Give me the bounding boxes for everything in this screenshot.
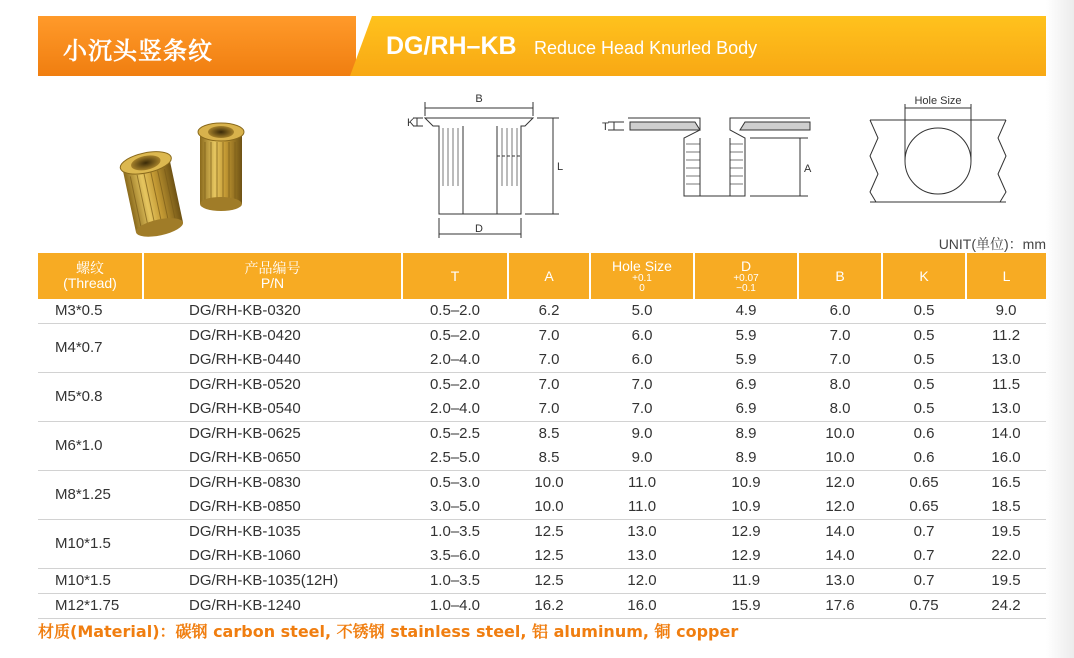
k-cell: 0.5	[913, 376, 935, 393]
l-cell: 11.2	[991, 327, 1021, 344]
t-cell: 3.0–5.0	[402, 495, 508, 520]
l-cell: 11.5	[991, 376, 1021, 393]
pn-cell: DG/RH-KB-1060	[143, 544, 402, 569]
installed-section-drawing	[600, 98, 825, 210]
header-thread	[38, 253, 143, 299]
table-body	[38, 299, 1046, 619]
k-cell: 0.65	[882, 495, 966, 520]
header-pn-cn: 产品编号	[244, 260, 301, 276]
hole-cell: 7.0	[590, 397, 694, 422]
l-cell: 14.0	[991, 425, 1021, 442]
header-pn-en: P/N	[260, 275, 285, 291]
a-cell: 12.5	[508, 544, 590, 569]
t-cell: 1.0–3.5	[402, 569, 508, 594]
rivet-nut-front	[118, 148, 186, 241]
l-cell: 18.5	[966, 495, 1046, 520]
a-cell: 12.5	[534, 523, 564, 540]
thread-cell: M3*0.5	[38, 299, 143, 324]
k-cell: 0.7	[882, 544, 966, 569]
l-cell: 16.5	[991, 474, 1021, 491]
b-cell: 6.0	[798, 299, 882, 324]
b-cell: 7.0	[829, 327, 851, 344]
hole-cell: 16.0	[590, 594, 694, 619]
hole-cell: 13.0	[627, 523, 657, 540]
a-cell: 10.0	[508, 495, 590, 520]
table-row	[38, 569, 1046, 594]
thread-cell: M10*1.5	[38, 569, 143, 594]
hole-cell: 9.0	[590, 446, 694, 471]
header-d-tol-top: +0.07	[733, 272, 759, 284]
pn-cell: DG/RH-KB-1035	[189, 523, 301, 540]
side-section-drawing	[403, 86, 573, 244]
d-cell: 8.9	[694, 446, 798, 471]
hole-cell: 5.0	[590, 299, 694, 324]
a-cell: 7.0	[538, 376, 560, 393]
table-row	[38, 373, 1046, 398]
table-row	[38, 446, 1046, 471]
hole-cell: 6.0	[590, 348, 694, 373]
d-cell: 6.9	[735, 376, 757, 393]
table-row	[38, 471, 1046, 496]
a-cell: 16.2	[508, 594, 590, 619]
pn-cell: DG/RH-KB-1240	[143, 594, 402, 619]
pn-cell: DG/RH-KB-0850	[143, 495, 402, 520]
header-t: T	[402, 253, 508, 299]
b-cell: 17.6	[798, 594, 882, 619]
k-cell: 0.5	[913, 327, 935, 344]
b-cell: 13.0	[798, 569, 882, 594]
header-l: L	[966, 253, 1046, 299]
b-cell: 14.0	[825, 523, 855, 540]
l-cell: 13.0	[966, 348, 1046, 373]
d-cell: 11.9	[694, 569, 798, 594]
k-cell: 0.75	[882, 594, 966, 619]
thread-cell: M4*0.7	[38, 324, 143, 373]
a-cell: 7.0	[538, 327, 560, 344]
l-cell: 22.0	[966, 544, 1046, 569]
header-hole-tol-top: +0.1	[632, 272, 652, 284]
hole-size-drawing	[866, 90, 1012, 214]
t-cell: 1.0–3.5	[429, 523, 481, 540]
t-cell: 1.0–4.0	[402, 594, 508, 619]
header-pn	[143, 253, 402, 299]
d-cell: 6.9	[694, 397, 798, 422]
d-cell: 8.9	[735, 425, 757, 442]
t-cell: 0.5–2.0	[429, 376, 481, 393]
t-cell: 3.5–6.0	[402, 544, 508, 569]
pn-cell: DG/RH-KB-0440	[143, 348, 402, 373]
pn-cell: DG/RH-KB-1035(12H)	[143, 569, 402, 594]
product-code: DG/RH–KB	[386, 32, 517, 60]
t-cell: 0.5–3.0	[429, 474, 481, 491]
table-row	[38, 422, 1046, 447]
header-a: A	[508, 253, 590, 299]
table-row	[38, 348, 1046, 373]
thread-cell: M5*0.8	[38, 373, 143, 422]
a-cell: 10.0	[534, 474, 564, 491]
b-cell: 7.0	[798, 348, 882, 373]
dim-a-label: A	[804, 163, 812, 175]
spec-table	[38, 253, 1046, 619]
hole-cell: 7.0	[631, 376, 653, 393]
b-cell: 8.0	[829, 376, 851, 393]
material-note: 材质(Material)：碳钢 carbon steel, 不锈钢 stainless steel, 铝 aluminum, 铜 copper	[38, 622, 739, 641]
b-cell: 10.0	[825, 425, 855, 442]
hole-cell: 11.0	[590, 495, 694, 520]
rivet-nut-back	[198, 123, 244, 211]
d-cell: 4.9	[694, 299, 798, 324]
a-cell: 7.0	[508, 397, 590, 422]
dim-d-label: D	[475, 223, 483, 235]
b-cell: 12.0	[825, 474, 855, 491]
header-d	[694, 253, 798, 299]
table-header-row	[38, 253, 1046, 299]
pn-cell: DG/RH-KB-0420	[189, 327, 301, 344]
d-cell: 12.9	[694, 544, 798, 569]
pn-cell: DG/RH-KB-0650	[143, 446, 402, 471]
hole-size-label: Hole Size	[914, 95, 962, 107]
product-title-cn: 小沉头竖条纹	[63, 37, 213, 65]
header-thread-cn: 螺纹	[76, 260, 104, 276]
t-cell: 0.5–2.5	[429, 425, 481, 442]
a-cell: 12.5	[508, 569, 590, 594]
unit-note: UNIT(单位)：mm	[938, 236, 1046, 252]
table-row	[38, 544, 1046, 569]
header-thread-en: (Thread)	[63, 275, 117, 291]
l-cell: 16.0	[966, 446, 1046, 471]
k-cell: 0.65	[909, 474, 939, 491]
dim-t-label: T	[602, 121, 609, 133]
header-d-label: D	[740, 257, 752, 274]
header-hole-size-label: Hole Size	[612, 257, 672, 274]
t-cell: 2.0–4.0	[402, 348, 508, 373]
table-row	[38, 299, 1046, 324]
pn-cell: DG/RH-KB-0520	[189, 376, 301, 393]
table-row	[38, 594, 1046, 619]
k-cell: 0.7	[913, 523, 935, 540]
header-d-tol-bottom: −0.1	[736, 282, 756, 294]
dim-b-label: B	[475, 93, 483, 105]
k-cell: 0.6	[913, 425, 935, 442]
hole-cell: 12.0	[590, 569, 694, 594]
product-description: Reduce Head Knurled Body	[534, 38, 758, 58]
d-cell: 5.9	[694, 348, 798, 373]
table-row	[38, 520, 1046, 545]
a-cell: 8.5	[508, 446, 590, 471]
l-cell: 9.0	[966, 299, 1046, 324]
l-cell: 24.2	[966, 594, 1046, 619]
d-cell: 5.9	[735, 327, 757, 344]
l-cell: 19.5	[966, 569, 1046, 594]
table-row	[38, 495, 1046, 520]
header-b: B	[798, 253, 882, 299]
d-cell: 15.9	[694, 594, 798, 619]
pn-cell: DG/RH-KB-0320	[143, 299, 402, 324]
k-cell: 0.6	[882, 446, 966, 471]
pn-cell: DG/RH-KB-0830	[189, 474, 301, 491]
b-cell: 12.0	[798, 495, 882, 520]
k-cell: 0.7	[882, 569, 966, 594]
b-cell: 10.0	[798, 446, 882, 471]
hole-cell: 9.0	[631, 425, 653, 442]
k-cell: 0.5	[882, 299, 966, 324]
d-cell: 12.9	[731, 523, 761, 540]
k-cell: 0.5	[882, 348, 966, 373]
header-hole-tol-bottom: 0	[639, 282, 645, 294]
t-cell: 0.5–2.0	[402, 299, 508, 324]
d-cell: 10.9	[694, 495, 798, 520]
hole-cell: 11.0	[627, 474, 657, 491]
page-edge-shade	[1046, 0, 1074, 658]
thread-cell: M6*1.0	[38, 422, 143, 471]
thread-cell: M8*1.25	[38, 471, 143, 520]
product-photo	[108, 112, 258, 242]
a-cell: 7.0	[508, 348, 590, 373]
header-hole-size	[590, 253, 694, 299]
header-k: K	[882, 253, 966, 299]
b-cell: 8.0	[798, 397, 882, 422]
b-cell: 14.0	[798, 544, 882, 569]
d-cell: 10.9	[731, 474, 761, 491]
table-row	[38, 397, 1046, 422]
k-cell: 0.5	[882, 397, 966, 422]
t-cell: 0.5–2.0	[429, 327, 481, 344]
l-cell: 19.5	[991, 523, 1021, 540]
hole-cell: 13.0	[590, 544, 694, 569]
thread-cell: M10*1.5	[38, 520, 143, 569]
t-cell: 2.0–4.0	[402, 397, 508, 422]
l-cell: 13.0	[966, 397, 1046, 422]
pn-cell: DG/RH-KB-0540	[143, 397, 402, 422]
a-cell: 8.5	[538, 425, 560, 442]
table-row	[38, 324, 1046, 349]
a-cell: 6.2	[508, 299, 590, 324]
hole-cell: 6.0	[631, 327, 653, 344]
thread-cell: M12*1.75	[38, 594, 143, 619]
header-banner	[38, 16, 1046, 76]
pn-cell: DG/RH-KB-0625	[189, 425, 301, 442]
dim-k-label: K	[407, 117, 415, 129]
t-cell: 2.5–5.0	[402, 446, 508, 471]
dim-l-label: L	[557, 161, 564, 173]
